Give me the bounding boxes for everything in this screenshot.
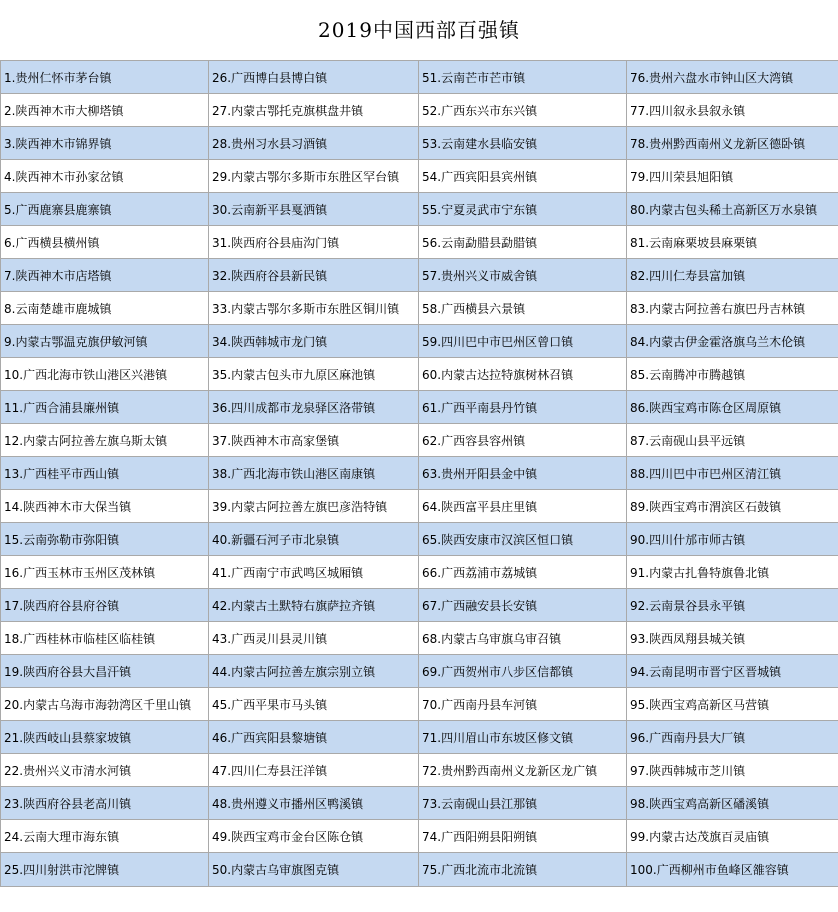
town-cell: 100.广西柳州市鱼峰区雒容镇 bbox=[627, 853, 838, 887]
town-cell: 56.云南勐腊县勐腊镇 bbox=[419, 226, 627, 259]
town-cell: 71.四川眉山市东坡区修文镇 bbox=[419, 721, 627, 754]
town-cell: 64.陕西富平县庄里镇 bbox=[419, 490, 627, 523]
table-row bbox=[1, 226, 838, 259]
table-row bbox=[1, 622, 838, 655]
table-body bbox=[1, 61, 838, 887]
town-cell: 22.贵州兴义市清水河镇 bbox=[1, 754, 209, 787]
town-cell: 52.广西东兴市东兴镇 bbox=[419, 94, 627, 127]
town-cell: 72.贵州黔西南州义龙新区龙广镇 bbox=[419, 754, 627, 787]
town-cell: 92.云南景谷县永平镇 bbox=[627, 589, 838, 622]
table-row bbox=[1, 853, 838, 887]
town-cell: 11.广西合浦县廉州镇 bbox=[1, 391, 209, 424]
town-cell: 32.陕西府谷县新民镇 bbox=[209, 259, 419, 292]
table-row bbox=[1, 424, 838, 457]
town-cell: 58.广西横县六景镇 bbox=[419, 292, 627, 325]
town-cell: 57.贵州兴义市威舍镇 bbox=[419, 259, 627, 292]
table-row bbox=[1, 787, 838, 820]
town-cell: 8.云南楚雄市鹿城镇 bbox=[1, 292, 209, 325]
town-cell: 89.陕西宝鸡市渭滨区石鼓镇 bbox=[627, 490, 838, 523]
town-cell: 34.陕西韩城市龙门镇 bbox=[209, 325, 419, 358]
table-row bbox=[1, 61, 838, 94]
town-cell: 68.内蒙古乌审旗乌审召镇 bbox=[419, 622, 627, 655]
town-cell: 45.广西平果市马头镇 bbox=[209, 688, 419, 721]
town-cell: 55.宁夏灵武市宁东镇 bbox=[419, 193, 627, 226]
table-row bbox=[1, 754, 838, 787]
town-cell: 19.陕西府谷县大昌汗镇 bbox=[1, 655, 209, 688]
town-cell: 24.云南大理市海东镇 bbox=[1, 820, 209, 853]
town-cell: 83.内蒙古阿拉善右旗巴丹吉林镇 bbox=[627, 292, 838, 325]
table-row bbox=[1, 556, 838, 589]
town-cell: 79.四川荣县旭阳镇 bbox=[627, 160, 838, 193]
town-cell: 40.新疆石河子市北泉镇 bbox=[209, 523, 419, 556]
town-cell: 20.内蒙古乌海市海勃湾区千里山镇 bbox=[1, 688, 209, 721]
town-cell: 26.广西博白县博白镇 bbox=[209, 61, 419, 94]
table-row bbox=[1, 688, 838, 721]
page-title: 2019中国西部百强镇 bbox=[318, 18, 520, 42]
town-cell: 59.四川巴中市巴州区曾口镇 bbox=[419, 325, 627, 358]
table-row bbox=[1, 589, 838, 622]
town-cell: 42.内蒙古土默特右旗萨拉齐镇 bbox=[209, 589, 419, 622]
town-cell: 48.贵州遵义市播州区鸭溪镇 bbox=[209, 787, 419, 820]
table-row bbox=[1, 490, 838, 523]
table-row bbox=[1, 820, 838, 853]
table-row bbox=[1, 127, 838, 160]
town-cell: 30.云南新平县戛洒镇 bbox=[209, 193, 419, 226]
town-cell: 23.陕西府谷县老高川镇 bbox=[1, 787, 209, 820]
town-cell: 74.广西阳朔县阳朔镇 bbox=[419, 820, 627, 853]
table-row bbox=[1, 358, 838, 391]
town-cell: 2.陕西神木市大柳塔镇 bbox=[1, 94, 209, 127]
town-cell: 44.内蒙古阿拉善左旗宗别立镇 bbox=[209, 655, 419, 688]
town-cell: 35.内蒙古包头市九原区麻池镇 bbox=[209, 358, 419, 391]
town-cell: 31.陕西府谷县庙沟门镇 bbox=[209, 226, 419, 259]
town-cell: 47.四川仁寿县汪洋镇 bbox=[209, 754, 419, 787]
town-cell: 41.广西南宁市武鸣区城厢镇 bbox=[209, 556, 419, 589]
town-cell: 27.内蒙古鄂托克旗棋盘井镇 bbox=[209, 94, 419, 127]
town-cell: 78.贵州黔西南州义龙新区德卧镇 bbox=[627, 127, 838, 160]
town-ranking-table bbox=[0, 60, 838, 887]
town-cell: 60.内蒙古达拉特旗树林召镇 bbox=[419, 358, 627, 391]
town-cell: 91.内蒙古扎鲁特旗鲁北镇 bbox=[627, 556, 838, 589]
town-cell: 43.广西灵川县灵川镇 bbox=[209, 622, 419, 655]
town-cell: 90.四川什邡市师古镇 bbox=[627, 523, 838, 556]
town-cell: 10.广西北海市铁山港区兴港镇 bbox=[1, 358, 209, 391]
table-row bbox=[1, 292, 838, 325]
table-row bbox=[1, 193, 838, 226]
table-row bbox=[1, 259, 838, 292]
town-cell: 97.陕西韩城市芝川镇 bbox=[627, 754, 838, 787]
table-row bbox=[1, 94, 838, 127]
town-cell: 9.内蒙古鄂温克旗伊敏河镇 bbox=[1, 325, 209, 358]
town-cell: 15.云南弥勒市弥阳镇 bbox=[1, 523, 209, 556]
town-cell: 54.广西宾阳县宾州镇 bbox=[419, 160, 627, 193]
town-cell: 5.广西鹿寨县鹿寨镇 bbox=[1, 193, 209, 226]
town-cell: 28.贵州习水县习酒镇 bbox=[209, 127, 419, 160]
town-cell: 61.广西平南县丹竹镇 bbox=[419, 391, 627, 424]
title-area bbox=[0, 0, 838, 60]
town-cell: 46.广西宾阳县黎塘镇 bbox=[209, 721, 419, 754]
town-cell: 96.广西南丹县大厂镇 bbox=[627, 721, 838, 754]
town-cell: 39.内蒙古阿拉善左旗巴彦浩特镇 bbox=[209, 490, 419, 523]
town-cell: 94.云南昆明市晋宁区晋城镇 bbox=[627, 655, 838, 688]
town-cell: 1.贵州仁怀市茅台镇 bbox=[1, 61, 209, 94]
table-row bbox=[1, 655, 838, 688]
town-cell: 3.陕西神木市锦界镇 bbox=[1, 127, 209, 160]
town-cell: 18.广西桂林市临桂区临桂镇 bbox=[1, 622, 209, 655]
town-cell: 87.云南砚山县平远镇 bbox=[627, 424, 838, 457]
town-cell: 82.四川仁寿县富加镇 bbox=[627, 259, 838, 292]
town-cell: 95.陕西宝鸡高新区马营镇 bbox=[627, 688, 838, 721]
town-cell: 62.广西容县容州镇 bbox=[419, 424, 627, 457]
town-cell: 4.陕西神木市孙家岔镇 bbox=[1, 160, 209, 193]
town-cell: 99.内蒙古达茂旗百灵庙镇 bbox=[627, 820, 838, 853]
town-cell: 50.内蒙古乌审旗图克镇 bbox=[209, 853, 419, 887]
table-row bbox=[1, 391, 838, 424]
town-cell: 75.广西北流市北流镇 bbox=[419, 853, 627, 887]
town-cell: 25.四川射洪市沱牌镇 bbox=[1, 853, 209, 887]
town-cell: 6.广西横县横州镇 bbox=[1, 226, 209, 259]
town-cell: 76.贵州六盘水市钟山区大湾镇 bbox=[627, 61, 838, 94]
town-cell: 86.陕西宝鸡市陈仓区周原镇 bbox=[627, 391, 838, 424]
town-cell: 7.陕西神木市店塔镇 bbox=[1, 259, 209, 292]
town-cell: 49.陕西宝鸡市金台区陈仓镇 bbox=[209, 820, 419, 853]
table-row bbox=[1, 523, 838, 556]
town-cell: 93.陕西凤翔县城关镇 bbox=[627, 622, 838, 655]
town-cell: 63.贵州开阳县金中镇 bbox=[419, 457, 627, 490]
table-row bbox=[1, 325, 838, 358]
town-cell: 33.内蒙古鄂尔多斯市东胜区铜川镇 bbox=[209, 292, 419, 325]
town-cell: 14.陕西神木市大保当镇 bbox=[1, 490, 209, 523]
town-cell: 80.内蒙古包头稀土高新区万水泉镇 bbox=[627, 193, 838, 226]
town-cell: 84.内蒙古伊金霍洛旗乌兰木伦镇 bbox=[627, 325, 838, 358]
town-cell: 77.四川叙永县叙永镇 bbox=[627, 94, 838, 127]
town-cell: 81.云南麻栗坡县麻栗镇 bbox=[627, 226, 838, 259]
town-cell: 37.陕西神木市高家堡镇 bbox=[209, 424, 419, 457]
town-cell: 12.内蒙古阿拉善左旗乌斯太镇 bbox=[1, 424, 209, 457]
town-cell: 70.广西南丹县车河镇 bbox=[419, 688, 627, 721]
town-cell: 73.云南砚山县江那镇 bbox=[419, 787, 627, 820]
town-cell: 13.广西桂平市西山镇 bbox=[1, 457, 209, 490]
town-cell: 53.云南建水县临安镇 bbox=[419, 127, 627, 160]
town-cell: 17.陕西府谷县府谷镇 bbox=[1, 589, 209, 622]
town-cell: 51.云南芒市芒市镇 bbox=[419, 61, 627, 94]
town-cell: 38.广西北海市铁山港区南康镇 bbox=[209, 457, 419, 490]
town-cell: 85.云南腾冲市腾越镇 bbox=[627, 358, 838, 391]
table-row bbox=[1, 160, 838, 193]
town-cell: 29.内蒙古鄂尔多斯市东胜区罕台镇 bbox=[209, 160, 419, 193]
town-cell: 98.陕西宝鸡高新区磻溪镇 bbox=[627, 787, 838, 820]
town-cell: 65.陕西安康市汉滨区恒口镇 bbox=[419, 523, 627, 556]
table-row bbox=[1, 721, 838, 754]
town-cell: 67.广西融安县长安镇 bbox=[419, 589, 627, 622]
town-cell: 66.广西荔浦市荔城镇 bbox=[419, 556, 627, 589]
town-cell: 69.广西贺州市八步区信都镇 bbox=[419, 655, 627, 688]
town-cell: 16.广西玉林市玉州区茂林镇 bbox=[1, 556, 209, 589]
town-cell: 21.陕西岐山县蔡家坡镇 bbox=[1, 721, 209, 754]
town-cell: 88.四川巴中市巴州区清江镇 bbox=[627, 457, 838, 490]
town-cell: 36.四川成都市龙泉驿区洛带镇 bbox=[209, 391, 419, 424]
table-row bbox=[1, 457, 838, 490]
